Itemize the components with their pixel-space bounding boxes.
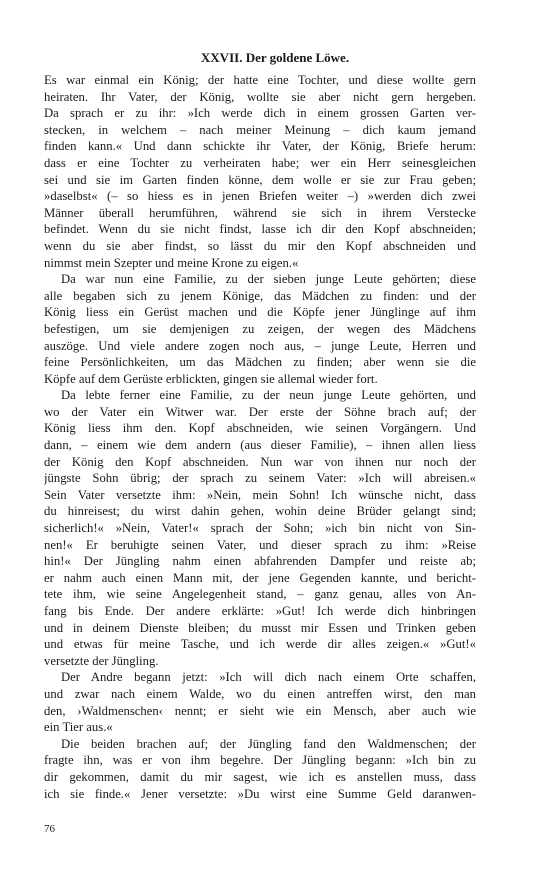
text-line: und in deinem Dienste bleiben; du musst mir Essen und Trinken geben — [44, 620, 476, 635]
text-line: nimmst mein Szepter und meine Krone zu eigen.« — [44, 255, 299, 270]
text-line: Da war nun eine Familie, zu der sieben junge Leute gehörten; diese — [61, 272, 476, 287]
text-line: Da sprach er zu ihr: »Ich werde dich in einem grossen Garten ver- — [44, 106, 476, 121]
text-line: König liess ihm den. Kopf abschneiden, wie seinen Vorgängern. Und — [44, 421, 476, 436]
text-line: auszöge. Und viele andere zogen noch aus, – junge Leute, Herren und — [44, 338, 476, 353]
text-line: den, ›Waldmenschen‹ nennt; er sieht wie ein Mensch, aber auch wie — [44, 703, 476, 718]
text-line: und zwar nach einem Walde, wo du einen antreffen wirst, den man — [44, 686, 476, 701]
text-line: Die beiden brachen auf; der Jüngling fand den Waldmenschen; der — [61, 736, 476, 751]
text-line: der König den Kopf abschneiden. Nun war von ihnen nur noch der — [44, 454, 476, 469]
text-line: jüngste Sohn übrig; der sprach zu seinem Vater: »Ich will abreisen.« — [44, 471, 476, 486]
text-line: alle begaben sich zu jenem Könige, das Mädchen zu finden: und der — [44, 288, 476, 303]
text-line: »daselbst« (– so hiess es in jenen Briefen weiter –) »werden dich zwei — [44, 189, 476, 204]
text-line: fragte ihn, was er von ihm begehre. Der Jüngling begann: »Ich bin zu — [44, 753, 476, 768]
chapter-title: XXVII. Der goldene Löwe. — [200, 50, 350, 65]
text-line: dass er eine Tochter zu verheiraten habe; wer ein Herr seinesgleichen — [44, 155, 476, 170]
text-line: Sein Vater versetzte ihm: »Nein, mein Sohn! Ich wünsche nicht, dass — [44, 487, 476, 502]
text-line: ich sie finde.« Jener versetzte: »Du wirst eine Summe Geld daranwen- — [44, 786, 476, 801]
text-line: und etwas für meine Tasche, und ich werde dir alles zeigen.« »Gut!« — [44, 637, 476, 652]
text-line: stecken, in welchem – nach meiner Meinung – dich kaum jemand — [44, 122, 476, 137]
text-line: heiraten. Ihr Vater, der König, wollte sie aber nicht gern hergeben. — [44, 89, 476, 104]
text-line: dann, – einem wie dem andern (aus dieser Familie), – ihnen allen liess — [44, 438, 476, 453]
text-line: König liess ein Gerüst machen und die Köpfe jener Jünglinge auf ihm — [44, 305, 476, 320]
text-line: befestigen, um sie demjenigen zu zeigen, der wegen des Mädchens — [44, 321, 476, 336]
text-line: er nahm auch einen Mann mit, der jene Gegenden kannte, und bericht- — [44, 570, 476, 585]
text-line: Es war einmal ein König; der hatte eine Tochter, und diese wollte gern — [44, 73, 476, 87]
text-line: Männer überall herumführen, während sie sich in ihrem Verstecke — [44, 205, 476, 220]
story-text — [44, 72, 476, 802]
text-line: du hinreisest; du wirst dahin gehen, wohin deine Brüder gelangt sind; — [44, 504, 476, 519]
text-line: sei und sie im Garten finden könne, dem wolle er sie zur Frau geben; — [44, 172, 476, 187]
text-line: Köpfe auf dem Gerüste erblickten, gingen sie allemal wieder fort. — [44, 371, 378, 386]
text-line: fang bis Ende. Der andere erklärte: »Gut! Ich werde dich hinbringen — [44, 604, 476, 618]
text-line: sicherlich!« »Nein, Vater!« sprach der Sohn; »ich bin nicht von Sin- — [44, 521, 476, 536]
text-line: ein Tier aus.« — [44, 720, 113, 735]
text-line: feine Persönlichkeiten, um das Mädchen zu finden; aber wenn sie die — [44, 355, 476, 370]
text-line: dir gekommen, damit du mir sagest, wie ich es anstellen muss, dass — [44, 769, 476, 784]
text-line: Der Andre begann jetzt: »Ich will dich nach einem Orte schaffen, — [61, 670, 476, 685]
text-line: versetzte der Jüngling. — [44, 653, 159, 668]
text-line: Da lebte ferner eine Familie, zu der neun junge Leute gehörten, und — [61, 388, 476, 403]
text-line: tete ihm, wie seine Angelegenheit stand, – ganz genau, alles von An- — [44, 587, 476, 602]
text-line: finden kann.« Und dann schickte ihr Vater, der König, Briefe herum: — [44, 139, 476, 154]
text-line: hin!« Der Jüngling nahm einen abfahrenden Dampfer und reiste ab; — [44, 554, 476, 569]
text-line: wo der Vater ein Witwer war. Der erste der Söhne brach auf; der — [44, 404, 476, 419]
text-line: wenn du sie aber findst, so lässt du mir den Kopf abschneiden und — [44, 238, 476, 253]
text-line: nen!« Er beruhigte seinen Vater, und dieser sprach zu ihm: »Reise — [44, 537, 476, 552]
text-line: befindet. Wenn du sie nicht findst, lasse ich dir den Kopf abschneiden; — [44, 222, 476, 237]
page-number: 76 — [44, 823, 55, 835]
